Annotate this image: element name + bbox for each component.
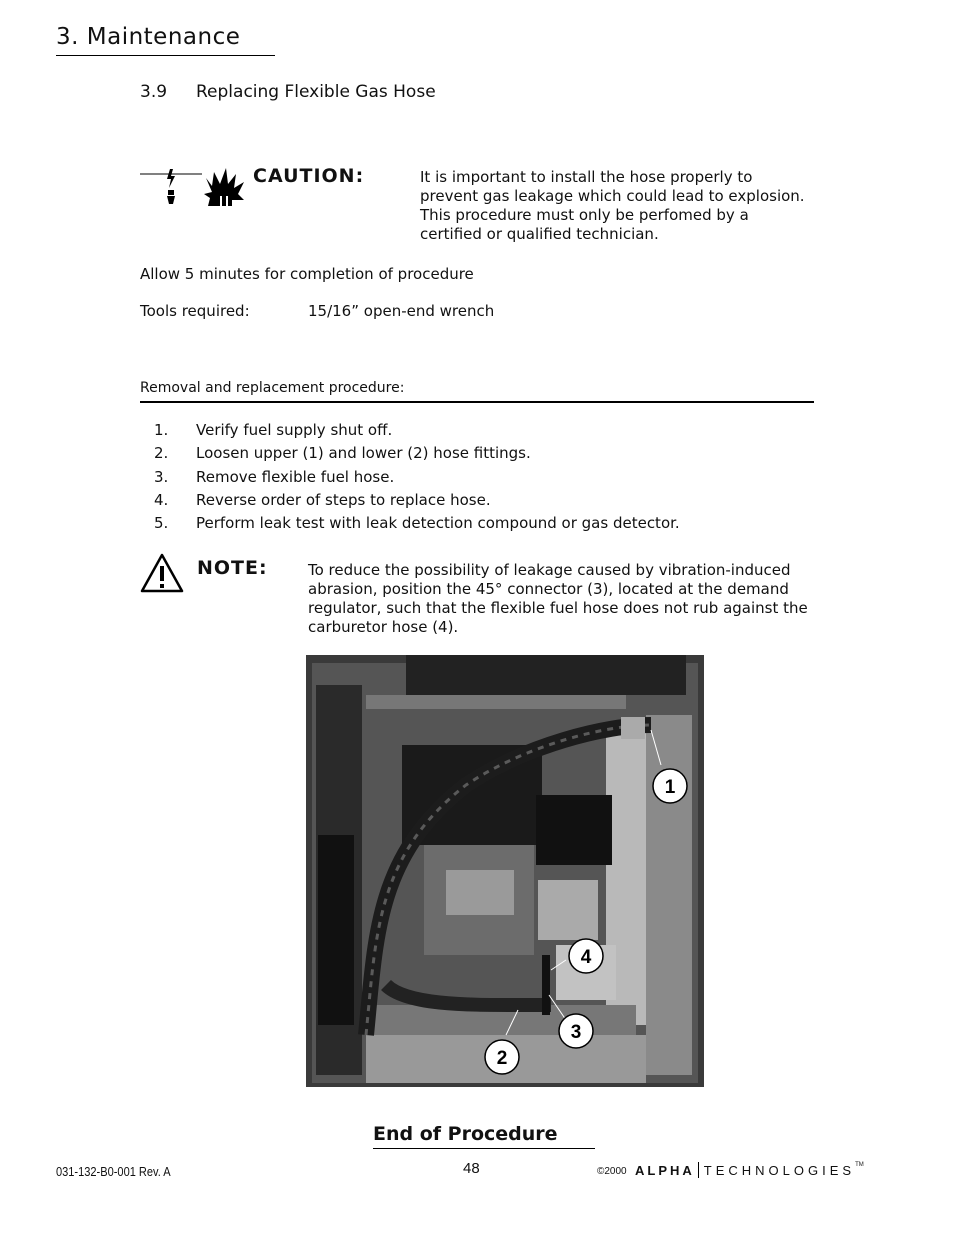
brand-logo: [635, 1162, 864, 1178]
section-heading: [140, 82, 436, 102]
list-item: [140, 421, 820, 444]
callout-label: 4: [580, 947, 592, 968]
procedure-rule: [140, 401, 814, 403]
callout-3: [559, 1014, 593, 1048]
electrical-hazard-icon: [140, 169, 202, 204]
callout-4: [569, 939, 603, 973]
brand-technologies: TECHNOLOGIES: [703, 1162, 856, 1178]
generator-photo: [306, 655, 704, 1087]
chapter-title: 3. Maintenance: [56, 24, 241, 50]
step-number: 3.: [154, 467, 169, 486]
list-item: [140, 444, 820, 467]
time-allowance: Allow 5 minutes for completion of procedure: [140, 265, 474, 283]
step-number: 1.: [154, 421, 169, 439]
step-number: 4.: [154, 490, 169, 509]
note-text: To reduce the possibility of leakage caused by vibration-induced abrasion, position the 45° connector (3), located at the demand regulator, such that the flexible fuel hose does not rub against the carburetor hose (4).: [308, 561, 808, 636]
caution-label: CAUTION:: [253, 165, 365, 187]
caution-icons: [140, 166, 248, 212]
callout-label: 3: [570, 1022, 582, 1043]
section-title: Replacing Flexible Gas Hose: [196, 82, 436, 102]
step-text: Perform leak test with leak detection compound or gas detector.: [196, 514, 680, 533]
brand-divider: [698, 1162, 699, 1178]
step-text: Reverse order of steps to replace hose.: [196, 490, 491, 509]
note-label: NOTE:: [197, 557, 268, 579]
tools-value: 15/16” open-end wrench: [308, 302, 495, 320]
trademark: TM: [855, 1162, 864, 1168]
end-of-procedure: End of Procedure: [373, 1123, 558, 1145]
step-number: 5.: [154, 514, 169, 533]
end-underline: [373, 1148, 595, 1149]
callout-label: 2: [496, 1048, 508, 1069]
caution-text: It is important to install the hose properly to prevent gas leakage which could lead to explosion. This procedure must only be perfomed by a certified or qualified technician.: [420, 168, 805, 243]
procedure-steps: [140, 421, 820, 537]
explosion-icon: [204, 168, 244, 208]
copyright: ©2000: [597, 1166, 627, 1177]
procedure-heading: Removal and replacement procedure:: [140, 380, 405, 396]
brand-alpha: ALPHA: [635, 1162, 695, 1178]
page-number: 48: [463, 1160, 480, 1177]
tools-label: Tools required:: [140, 302, 250, 320]
step-text: Remove flexible fuel hose.: [196, 467, 395, 486]
callout-2: [485, 1040, 519, 1074]
list-item: [140, 468, 820, 491]
list-item: [140, 514, 820, 537]
step-text: Loosen upper (1) and lower (2) hose fittings.: [196, 444, 531, 463]
warning-triangle-icon: [140, 553, 184, 593]
callout-1: [653, 769, 687, 803]
section-number: 3.9: [140, 82, 168, 102]
chapter-underline: [56, 55, 275, 56]
callout-label: 1: [664, 777, 676, 798]
document-id: 031-132-B0-001 Rev. A: [56, 1164, 171, 1179]
step-text: Verify fuel supply shut off.: [196, 421, 393, 439]
list-item: [140, 491, 820, 514]
step-number: 2.: [154, 444, 169, 463]
